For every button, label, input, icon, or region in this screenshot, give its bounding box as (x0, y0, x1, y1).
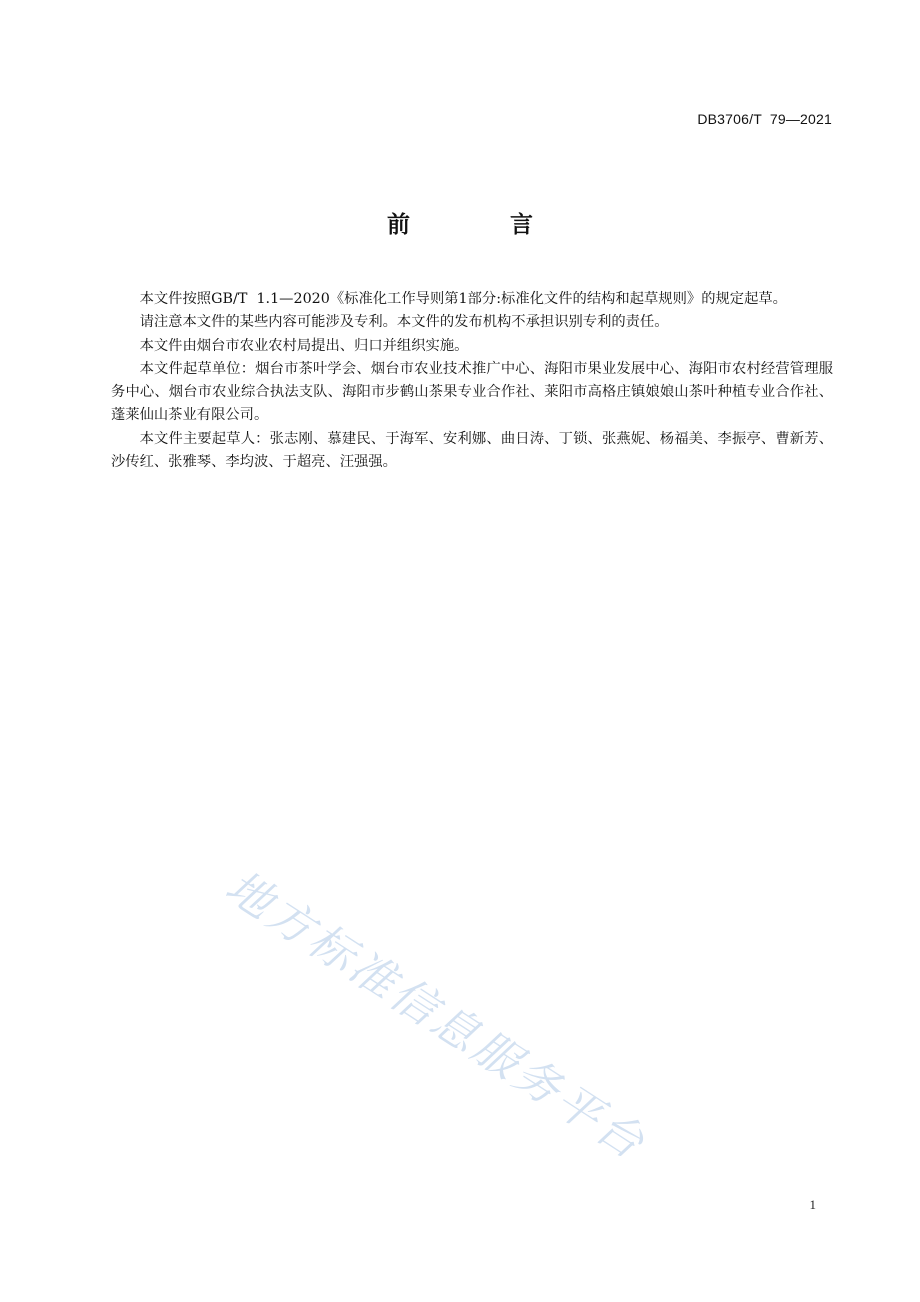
foreword-body (111, 288, 833, 474)
paragraph: 本文件起草单位：烟台市茶叶学会、烟台市农业技术推广中心、海阳市果业发展中心、海阳市农村经营管理服务中心、烟台市农业综合执法支队、海阳市步鹤山茶果专业合作社、莱阳市高格庄镇娘娘山茶叶种植专业合作社、蓬莱仙山茶业有限公司。 (111, 360, 833, 424)
paragraph: 本文件主要起草人：张志刚、慕建民、于海军、安利娜、曲日涛、丁锁、张燕妮、杨福美、李振亭、曹新芳、沙传红、张雅琴、李均波、于超亮、汪强强。 (111, 430, 833, 471)
paragraph: 本文件按照GB/T 1.1—2020《标准化工作导则第1部分:标准化文件的结构和起草规则》的规定起草。 (139, 291, 787, 307)
paragraph: 本文件由烟台市农业农村局提出、归口并组织实施。 (139, 337, 469, 354)
page-title: 前 言 (386, 212, 579, 238)
paragraph: 请注意本文件的某些内容可能涉及专利。本文件的发布机构不承担识别专利的责任。 (139, 314, 669, 331)
document-code: DB3706/T 79—2021 (697, 111, 832, 127)
watermark: 地方标准信息服务平台 (216, 859, 657, 1171)
page-number: 1 (809, 1197, 816, 1212)
